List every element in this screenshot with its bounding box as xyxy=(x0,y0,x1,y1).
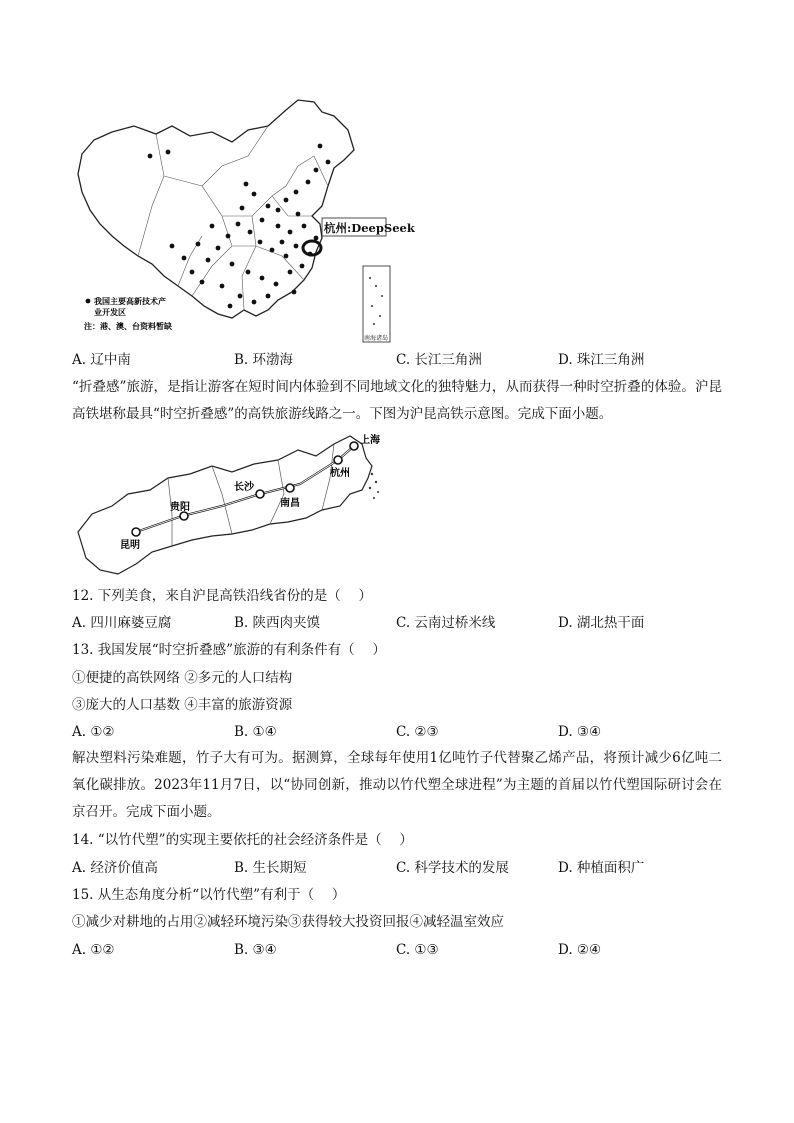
legend-line2: 业开发区 xyxy=(94,307,126,317)
q15-items: ①减少对耕地的占用②减轻环境污染③获得较大投资回报④减轻温室效应 xyxy=(72,914,504,930)
station-guiyang xyxy=(180,512,188,520)
china-outline xyxy=(78,100,354,318)
inset-label: 南海诸岛 xyxy=(364,335,389,342)
q15-option-d[interactable]: D. ②④ xyxy=(558,942,602,958)
q15-option-c[interactable]: C. ①③ xyxy=(396,942,439,958)
option-c[interactable]: C. 长江三角洲 xyxy=(396,352,482,368)
q14-option-a[interactable]: A. 经济价值高 xyxy=(72,860,158,876)
station-shanghai xyxy=(350,442,358,450)
option-d[interactable]: D. 珠江三角洲 xyxy=(558,352,645,368)
q15-options xyxy=(72,940,732,960)
q15-option-a[interactable]: A. ①② xyxy=(72,942,115,958)
q13-option-a[interactable]: A. ①② xyxy=(72,724,115,740)
q13-stem: 13. 我国发展“时空折叠感”旅游的有利条件有（ ） xyxy=(72,642,386,658)
prev-question-options xyxy=(72,350,732,370)
q15-option-b[interactable]: B. ③④ xyxy=(234,942,277,958)
option-a[interactable]: A. 辽中南 xyxy=(72,352,131,368)
label-changsha: 长沙 xyxy=(234,482,254,493)
q13-options xyxy=(72,722,732,742)
label-kunming: 昆明 xyxy=(120,540,140,551)
label-shanghai: 上海 xyxy=(360,435,380,446)
south-china-sea-inset xyxy=(363,266,390,342)
legend-line1: 我国主要高新技术产 xyxy=(94,296,166,306)
coast-islands xyxy=(369,473,379,499)
q14-option-b[interactable]: B. 生长期短 xyxy=(234,860,307,876)
label-guiyang: 贵阳 xyxy=(170,502,190,513)
intro-passage-bamboo: 解决塑料污染难题，竹子大有可为。据测算，全球每年使用1亿吨竹子代替聚乙烯产品，将预计减少6亿吨二氧化碳排放。2023年11月7日，以“协同创新，推动以竹代塑全球进程”为主题的首届以竹代塑国际研讨会在京召开。完成下面小题。 xyxy=(72,750,722,820)
label-nanchang: 南昌 xyxy=(280,498,300,509)
station-hangzhou xyxy=(334,456,342,464)
q14-option-c[interactable]: C. 科学技术的发展 xyxy=(396,860,509,876)
q13-option-d[interactable]: D. ③④ xyxy=(558,724,602,740)
station-nanchang xyxy=(286,484,294,492)
china-hightech-zones-map xyxy=(72,96,415,346)
q12-option-c[interactable]: C. 云南过桥米线 xyxy=(396,615,496,631)
q13-items-line1: ①便捷的高铁网络 ②多元的人口结构 xyxy=(72,670,293,686)
q13-option-b[interactable]: B. ①④ xyxy=(234,724,277,740)
q13-items-line2: ③庞大的人口基数 ④丰富的旅游资源 xyxy=(72,697,293,713)
q12-option-a[interactable]: A. 四川麻婆豆腐 xyxy=(72,615,172,631)
intro-passage-folding-tourism: “折叠感”旅游，是指让游客在短时间内体验到不同地域文化的独特魅力，从而获得一种时空折叠的体验。沪昆高铁堪称最具“时空折叠感”的高铁旅游线路之一。下图为沪昆高铁示意图。完成下面小题。 xyxy=(72,379,722,422)
q14-option-d[interactable]: D. 种植面积广 xyxy=(558,860,645,876)
callout-label: 杭州:DeepSeek xyxy=(324,221,415,235)
legend-dot xyxy=(86,299,91,304)
q13-option-c[interactable]: C. ②③ xyxy=(396,724,439,740)
station-changsha xyxy=(256,490,264,498)
q15-stem: 15. 从生态角度分析“以竹代塑”有利于（ ） xyxy=(72,887,346,903)
q12-option-b[interactable]: B. 陕西肉夹馍 xyxy=(234,615,321,631)
q14-options xyxy=(72,858,732,878)
q12-stem: 12. 下列美食，来自沪昆高铁沿线省份的是（ ） xyxy=(72,588,373,604)
q12-option-d[interactable]: D. 湖北热干面 xyxy=(558,615,645,631)
q12-options xyxy=(72,613,732,633)
option-b[interactable]: B. 环渤海 xyxy=(234,352,294,368)
shanghai-kunming-hsr-map xyxy=(72,434,392,580)
label-hangzhou: 杭州 xyxy=(330,468,350,479)
q14-stem: 14. “以竹代塑”的实现主要依托的社会经济条件是（ ） xyxy=(72,832,413,848)
station-kunming xyxy=(132,528,140,536)
map-note: 注：港、澳、台资料暂缺 xyxy=(84,321,172,331)
